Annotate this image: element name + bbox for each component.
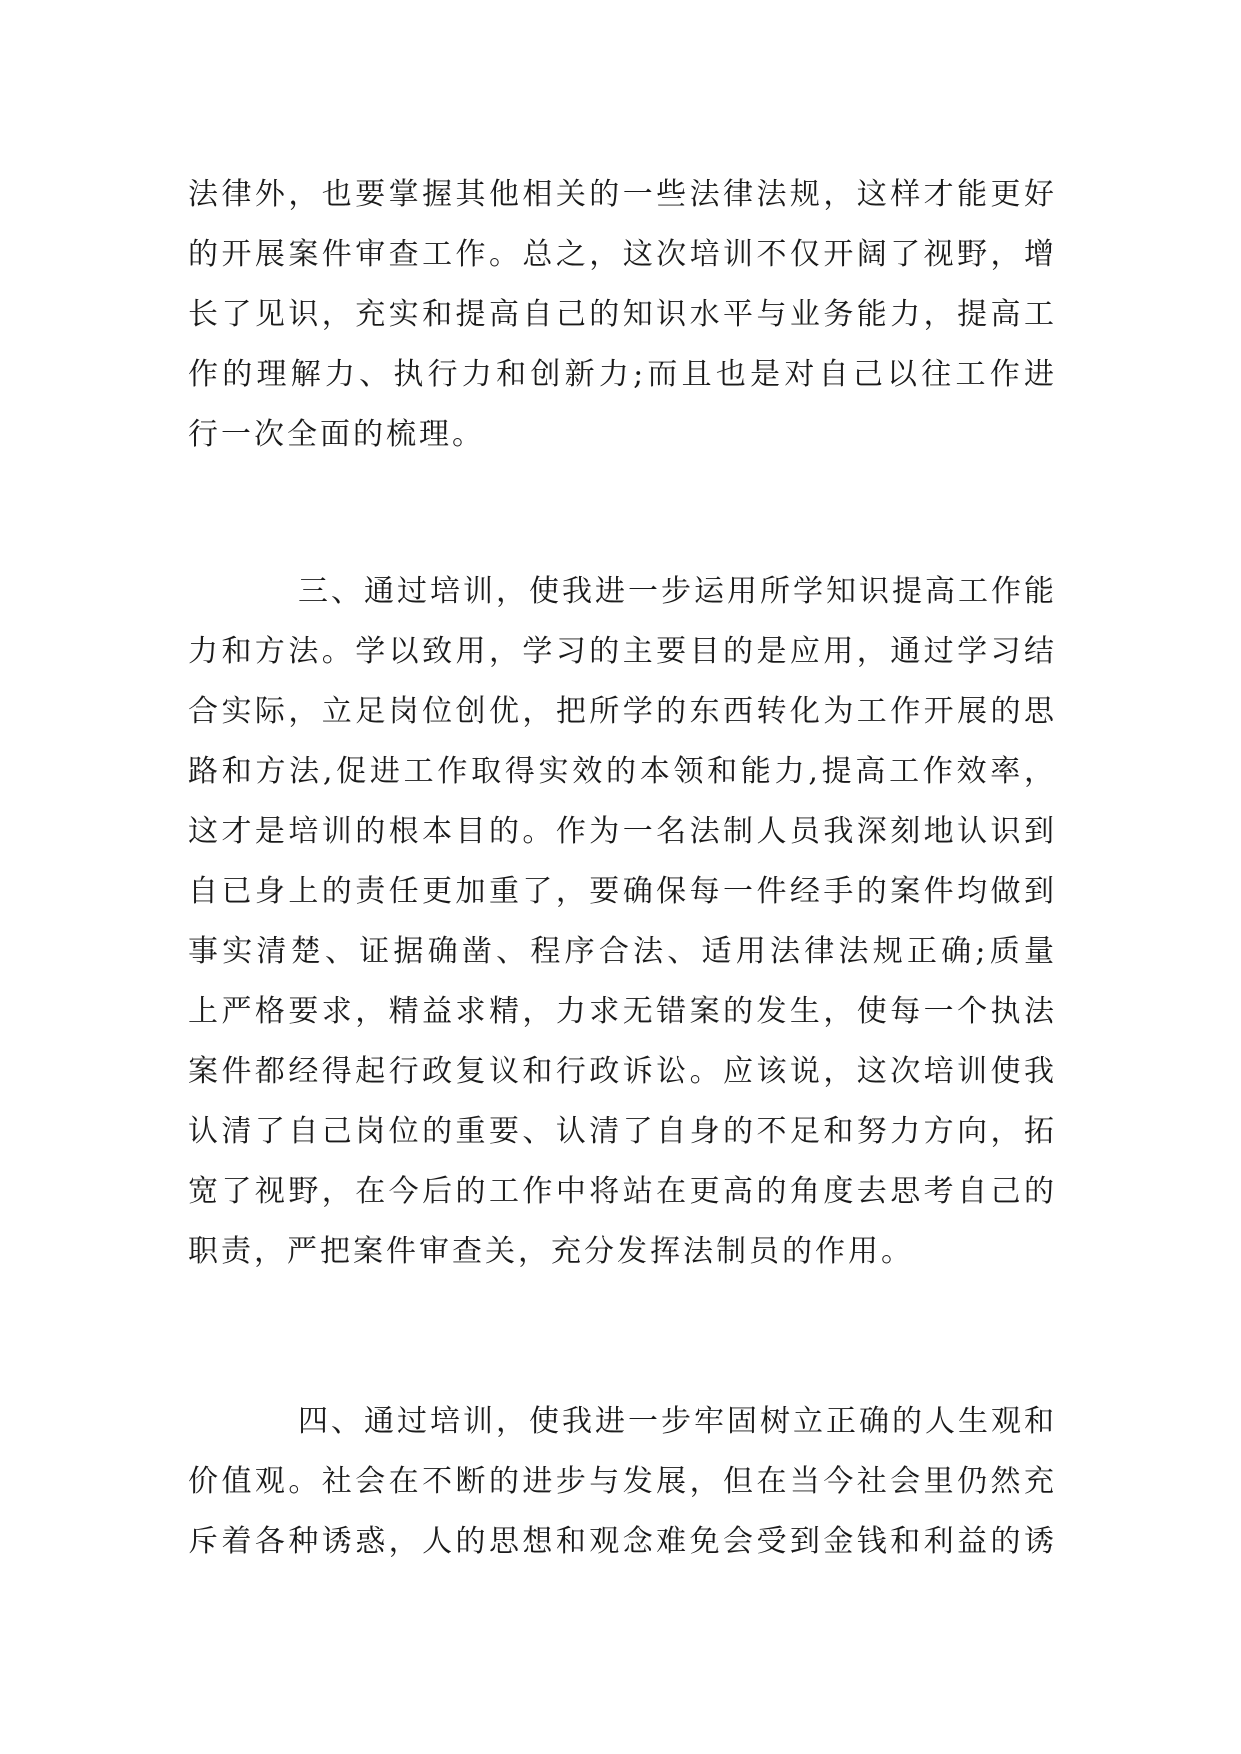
- section-heading-line: 四、通过培训，使我进一步牢固树立正确的人生观和: [298, 1404, 1054, 1439]
- text-line: 认清了自己岗位的重要、认清了自身的不足和努力方向，拓: [188, 1114, 1054, 1149]
- text-line: 作的理解力、执行力和创新力;而且也是对自己以往工作进: [188, 357, 1054, 392]
- text-line: 自已身上的责任更加重了，要确保每一件经手的案件均做到: [188, 874, 1054, 909]
- text-line: 职责，严把案件审查关，充分发挥法制员的作用。: [188, 1234, 914, 1269]
- text-line: 这才是培训的根本目的。作为一名法制人员我深刻地认识到: [188, 814, 1054, 849]
- text-line: 行一次全面的梳理。: [188, 417, 485, 452]
- paragraph-section-four: [188, 1392, 1054, 1572]
- text-line: 的开展案件审查工作。总之，这次培训不仅开阔了视野，增: [188, 237, 1054, 272]
- paragraph-legal-knowledge: [188, 165, 1054, 465]
- text-line: 合实际，立足岗位创优，把所学的东西转化为工作开展的思: [188, 694, 1054, 729]
- text-line: 宽了视野，在今后的工作中将站在更高的角度去思考自己的: [188, 1174, 1054, 1209]
- text-line: 力和方法。学以致用，学习的主要目的是应用，通过学习结: [188, 634, 1054, 669]
- paragraph-section-three: [188, 562, 1054, 1282]
- text-line: 法律外，也要掌握其他相关的一些法律法规，这样才能更好: [188, 177, 1054, 212]
- section-heading-line: 三、通过培训，使我进一步运用所学知识提高工作能: [298, 574, 1054, 609]
- text-line: 斥着各种诱惑，人的思想和观念难免会受到金钱和利益的诱: [188, 1524, 1054, 1559]
- text-line: 路和方法,促进工作取得实效的本领和能力,提高工作效率，: [188, 754, 1054, 789]
- text-line: 案件都经得起行政复议和行政诉讼。应该说，这次培训使我: [188, 1054, 1054, 1089]
- text-line: 长了见识，充实和提高自己的知识水平与业务能力，提高工: [188, 297, 1054, 332]
- text-line: 上严格要求，精益求精，力求无错案的发生，使每一个执法: [188, 994, 1054, 1029]
- text-line: 价值观。社会在不断的进步与发展，但在当今社会里仍然充: [188, 1464, 1054, 1499]
- text-line: 事实清楚、证据确凿、程序合法、适用法律法规正确;质量: [188, 934, 1054, 969]
